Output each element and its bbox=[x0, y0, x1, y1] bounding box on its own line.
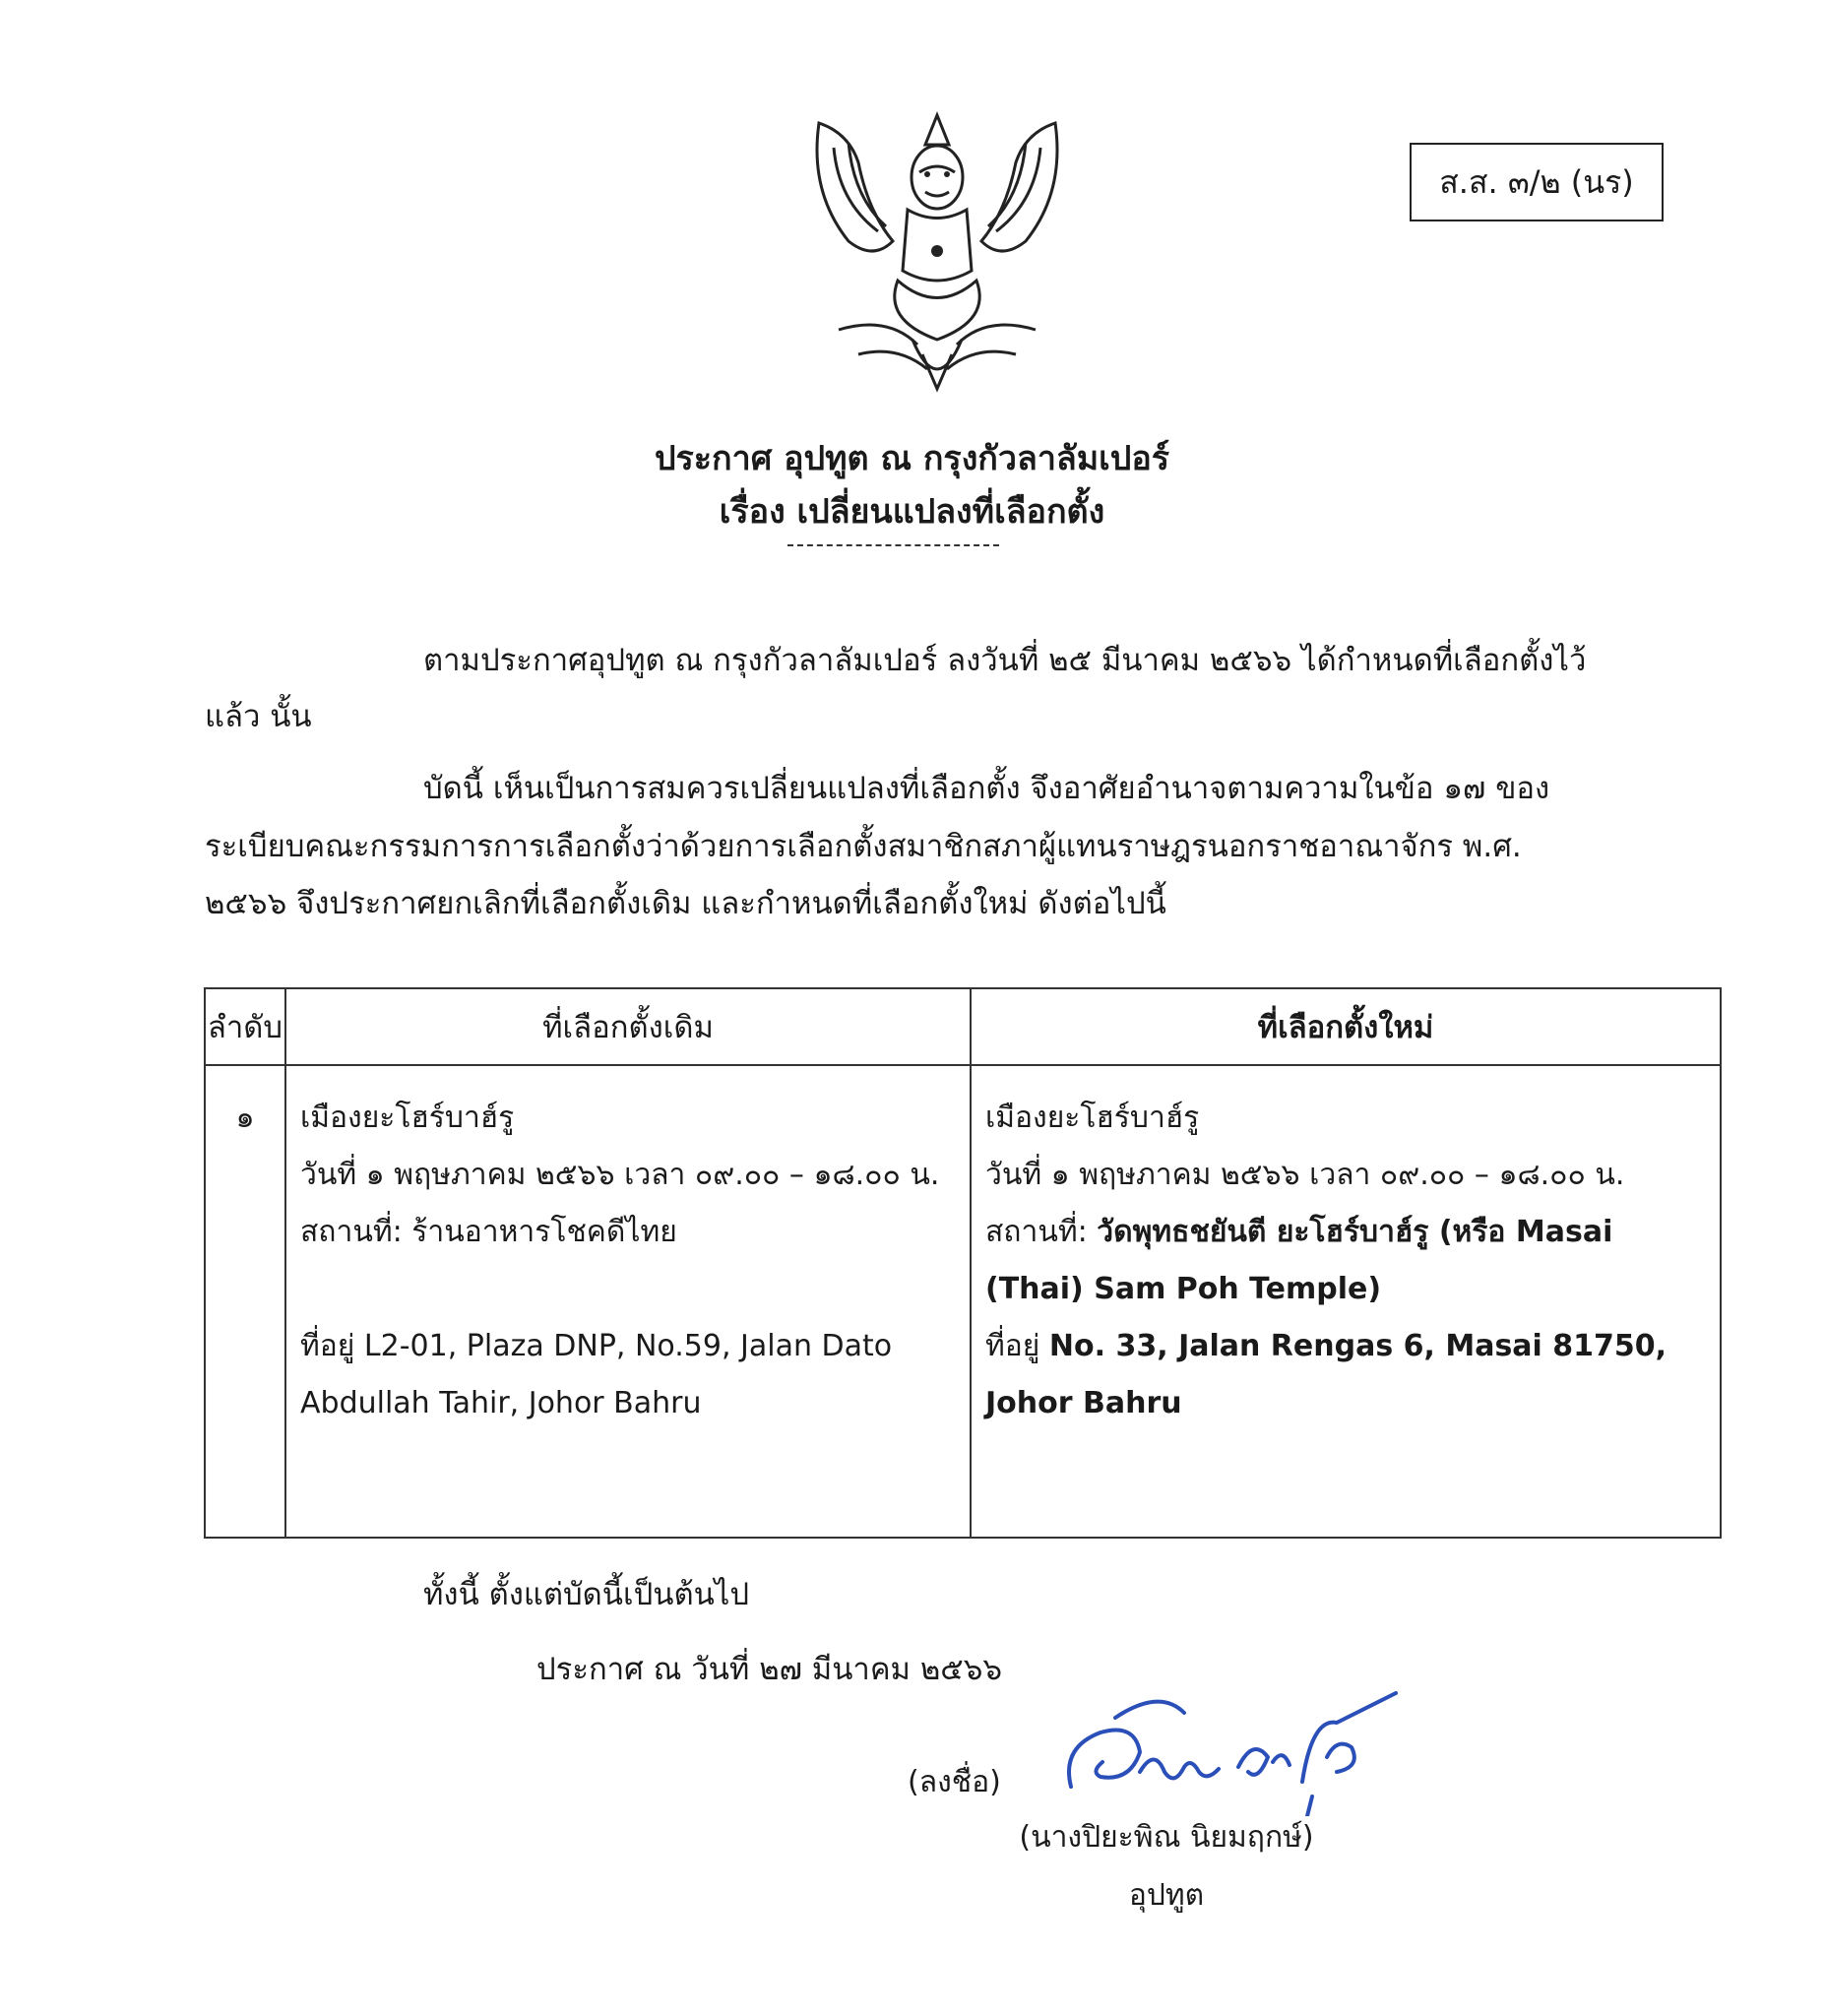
old-place-name: ร้านอาหารโชคดีไทย bbox=[411, 1215, 677, 1249]
new-address bbox=[985, 1318, 1708, 1375]
announcement-date: ประกาศ ณ วันที่ ๒๗ มีนาคม ๒๕๖๖ bbox=[536, 1652, 1003, 1687]
paragraph-2-line-2: ระเบียบคณะกรรมการการเลือกตั้งว่าด้วยการเลือกตั้งสมาชิกสภาผู้แทนราษฎรนอกราชอาณาจักร พ.ศ. bbox=[205, 829, 1522, 864]
new-address-label: ที่อยู่ bbox=[985, 1329, 1040, 1363]
old-station-cell bbox=[285, 1065, 971, 1538]
old-address-line-2: Abdullah Tahir, Johor Bahru bbox=[300, 1386, 702, 1420]
new-station-cell bbox=[971, 1065, 1721, 1538]
paragraph-1-line-2: แล้ว นั้น bbox=[205, 699, 312, 734]
new-place bbox=[985, 1204, 1708, 1261]
new-city: เมืองยะโฮร์บาฮ์รู bbox=[985, 1101, 1200, 1135]
old-place-label: สถานที่: bbox=[300, 1215, 403, 1249]
header-no: ลำดับ bbox=[205, 988, 285, 1065]
table-header-row bbox=[205, 988, 1721, 1065]
new-date: วันที่ ๑ พฤษภาคม ๒๕๖๖ เวลา ๐๙.๐๐ – ๑๘.๐๐ น. bbox=[985, 1158, 1625, 1192]
header-old-station: ที่เลือกตั้งเดิม bbox=[285, 988, 971, 1065]
signer-position: อุปทูต bbox=[1128, 1878, 1205, 1913]
new-place-name-line-2: (Thai) Sam Poh Temple) bbox=[985, 1272, 1382, 1306]
new-place-name-line-1: วัดพุทธชยันตี ยะโฮร์บาฮ์รู (หรือ Masai bbox=[1097, 1215, 1613, 1249]
signature-label: (ลงชื่อ) bbox=[908, 1765, 1001, 1799]
old-city: เมืองยะโฮร์บาฮ์รู bbox=[300, 1101, 515, 1135]
announcement-title: ประกาศ อุปทูต ณ กรุงกัวลาลัมเปอร์ bbox=[654, 439, 1170, 478]
garuda-emblem-icon bbox=[799, 103, 1075, 399]
header-new-station: ที่เลือกตั้งใหม่ bbox=[971, 988, 1721, 1065]
announcement-subject: เรื่อง เปลี่ยนแปลงที่เลือกตั้ง bbox=[719, 492, 1105, 532]
paragraph-1-line-1: ตามประกาศอุปทูต ณ กรุงกัวลาลัมเปอร์ ลงวันที่ ๒๕ มีนาคม ๒๕๖๖ ได้กำหนดที่เลือกตั้งไว้ bbox=[423, 643, 1587, 678]
polling-station-table bbox=[204, 987, 1722, 1539]
effective-statement: ทั้งนี้ ตั้งแต่บัดนี้เป็นต้นไป bbox=[423, 1577, 750, 1612]
handwritten-signature bbox=[1041, 1678, 1406, 1816]
old-address bbox=[300, 1318, 958, 1375]
paragraph-2-line-3: ๒๕๖๖ จึงประกาศยกเลิกที่เลือกตั้งเดิม และกำหนดที่เลือกตั้งใหม่ ดังต่อไปนี้ bbox=[205, 886, 1166, 921]
signer-name: (นางปิยะพิณ นิยมฤกษ์) bbox=[1019, 1820, 1314, 1855]
old-date: วันที่ ๑ พฤษภาคม ๒๕๖๖ เวลา ๐๙.๐๐ – ๑๘.๐๐ น. bbox=[300, 1158, 940, 1192]
form-code-box: ส.ส. ๓/๒ (นร) bbox=[1410, 143, 1664, 221]
old-address-line-1: L2-01, Plaza DNP, No.59, Jalan Dato bbox=[363, 1329, 893, 1363]
old-place bbox=[300, 1204, 958, 1261]
paragraph-2-line-1: บัดนี้ เห็นเป็นการสมควรเปลี่ยนแปลงที่เลือกตั้ง จึงอาศัยอำนาจตามความในข้อ ๑๗ ของ bbox=[423, 771, 1550, 806]
new-place-label: สถานที่: bbox=[985, 1215, 1088, 1249]
title-divider bbox=[787, 544, 999, 546]
row-number: ๑ bbox=[205, 1065, 285, 1538]
new-address-line-1: No. 33, Jalan Rengas 6, Masai 81750, bbox=[1048, 1329, 1667, 1363]
old-address-label: ที่อยู่ bbox=[300, 1329, 355, 1363]
new-address-line-2: Johor Bahru bbox=[985, 1386, 1182, 1420]
table-row bbox=[205, 1065, 1721, 1538]
